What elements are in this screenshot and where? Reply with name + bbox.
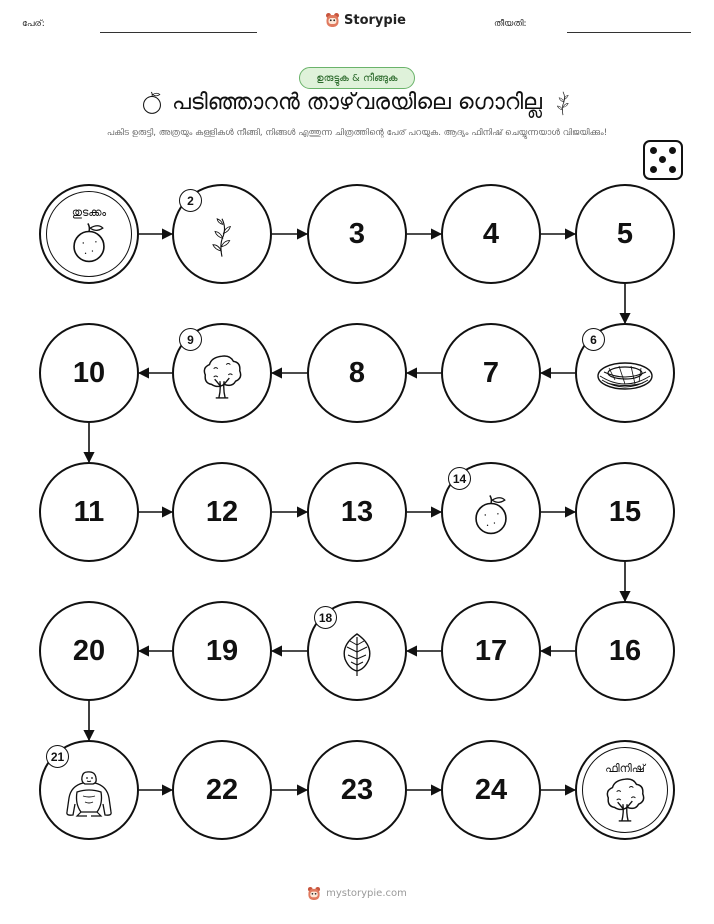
cell-number: 23 [340,773,374,806]
cell-number-badge: 9 [179,328,202,351]
gorilla-icon [61,768,117,818]
board-cell [575,462,675,562]
storypie-mascot-icon [307,886,321,901]
page-title: പടിഞ്ഞാറൻ താഴ്‌വരയിലെ ഗൊറില്ല [172,90,542,115]
board-cell [441,462,541,562]
board-cell [575,184,675,284]
cell-number-badge: 21 [46,745,69,768]
name-label: പേര്: [22,19,45,29]
cell-number: 12 [205,495,239,528]
board-cell [172,601,272,701]
nest-icon [595,358,655,394]
board-cell [307,323,407,423]
cell-number: 19 [205,634,239,667]
board-cell [307,601,407,701]
cell-number-badge: 2 [179,189,202,212]
board-cell [575,601,675,701]
cell-number: 20 [72,634,106,667]
board-cell [441,601,541,701]
cell-number: 4 [482,217,500,250]
board-cell [307,462,407,562]
date-label: തീയതി: [494,19,527,29]
finish-label: ഫിനിഷ് [605,762,645,775]
orange-icon [468,492,514,538]
board-cell [441,323,541,423]
cell-number: 8 [348,356,366,389]
cell-number: 15 [608,495,642,528]
board-cell [172,740,272,840]
cell-number: 10 [72,356,106,389]
cell-number: 13 [340,495,374,528]
board-cell [39,323,139,423]
board-cell-finish [575,740,675,840]
footer-site: mystorypie.com [326,888,407,899]
board-cell [307,740,407,840]
brand-name: Storypie [344,12,406,28]
board-cell-start [39,184,139,284]
instructions: പകിട ഉരുട്ടി, അത്രയും കള്ളികൾ നീങ്ങി, നിങ്ങൾ എത്തുന്ന ചിത്രത്തിന്റെ പേര് പറയുക. ആദ്യം ഫിനിഷ് ചെയ്യുന്നയാൾ വിജയിക്കും! [106,128,608,138]
start-label: തുടക്കം [71,206,107,219]
board-cell [441,740,541,840]
board-cell [39,462,139,562]
cell-number: 16 [608,634,642,667]
cell-number-badge: 14 [448,467,471,490]
cell-number: 24 [474,773,508,806]
board-cell [307,184,407,284]
board-cell [39,601,139,701]
cell-number: 22 [205,773,239,806]
board-cell [575,323,675,423]
orange-icon [66,220,112,266]
cell-number-badge: 18 [314,606,337,629]
board-cell [441,184,541,284]
board-cell [172,184,272,284]
plant-sprig-icon [208,215,236,259]
board-cell [172,462,272,562]
leaf-icon [339,631,375,677]
cell-number: 7 [482,356,500,389]
cell-number: 11 [73,495,105,528]
board-cell [39,740,139,840]
cell-number: 3 [348,217,366,250]
board-cell [172,323,272,423]
activity-badge: ഉരുട്ടുക & നീങ്ങുക [299,67,415,89]
tree-icon [201,352,243,400]
tree-icon [604,775,646,823]
cell-number: 5 [616,217,634,250]
footer [0,886,714,901]
cell-number-badge: 6 [582,328,605,351]
cell-number: 17 [474,634,508,667]
